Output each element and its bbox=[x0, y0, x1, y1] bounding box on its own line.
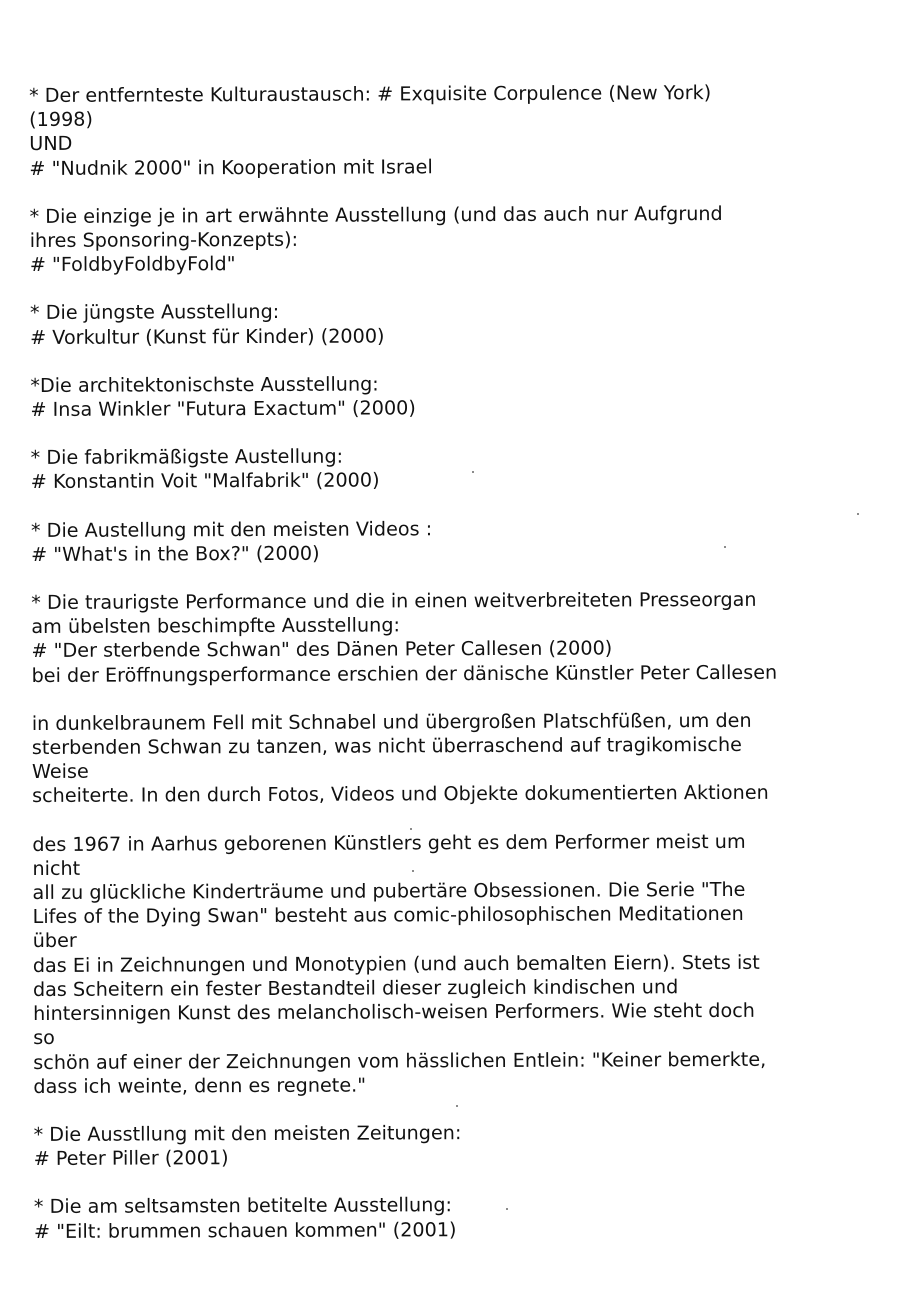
text-line: des 1967 in Aarhus geborenen Künstlers geht es dem Performer meist um bbox=[32, 829, 746, 856]
text-line: das Scheitern ein fester Bestandteil dieser zugleich kindischen und bbox=[32, 975, 679, 1001]
text-line: * Die Ausstllung mit den meisten Zeitungen: bbox=[33, 1121, 462, 1146]
text-line: # "Nudnik 2000" in Kooperation mit Israel bbox=[29, 154, 433, 180]
section-cultural-exchange bbox=[29, 80, 869, 180]
text-line: * Die fabrikmäßigste Austellung: bbox=[30, 444, 344, 470]
text-line: # Konstantin Voit "Malfabrik" (2000) bbox=[30, 468, 380, 494]
text-line: # Insa Winkler "Futura Exactum" (2000) bbox=[30, 396, 416, 422]
text-line: in dunkelbraunem Fell mit Schnabel und übergroßen Platschfüßen, um den bbox=[31, 708, 752, 735]
text-line: * Die Austellung mit den meisten Videos : bbox=[30, 516, 433, 542]
text-line: sterbenden Schwan zu tanzen, was nicht überraschend auf tragikomische bbox=[31, 732, 742, 760]
section-newspapers bbox=[34, 1119, 874, 1171]
text-line: Lifes of the Dying Swan" besteht aus comic-philosophischen Meditationen bbox=[32, 902, 744, 929]
text-line: bei der Eröffnungsperformance erschien der dänische Künstler Peter Callesen bbox=[31, 660, 778, 687]
scan-speck bbox=[456, 1105, 458, 1107]
scan-speck bbox=[412, 870, 414, 872]
text-line: am übelsten beschimpfte Ausstellung: bbox=[31, 613, 401, 639]
scan-speck bbox=[857, 513, 859, 515]
section-saddest-performance bbox=[31, 587, 873, 1099]
text-line: * Der entfernteste Kulturaustausch: # Exquisite Corpulence (New York) bbox=[29, 81, 712, 107]
text-line: # Peter Piller (2001) bbox=[33, 1146, 229, 1171]
text-line: UND bbox=[29, 132, 73, 156]
text-line: über bbox=[32, 929, 77, 953]
text-line: das Ei in Zeichnungen und Monotypien (und auch bemalten Eiern). Stets ist bbox=[32, 950, 760, 977]
text-line: * Die einzige je in art erwähnte Ausstellung (und das auch nur Aufgrund bbox=[29, 201, 723, 228]
text-line: Weise bbox=[31, 760, 89, 784]
text-line: nicht bbox=[32, 856, 81, 880]
text-line: schön auf einer der Zeichnungen vom hässlichen Entlein: "Keiner bemerkte, bbox=[33, 1047, 767, 1074]
section-factory bbox=[31, 443, 871, 495]
scan-speck bbox=[724, 546, 726, 548]
text-line: so bbox=[33, 1026, 55, 1050]
section-youngest bbox=[30, 298, 870, 350]
text-line: (1998) bbox=[29, 107, 94, 132]
text-line: ihres Sponsoring-Konzepts): bbox=[29, 227, 299, 253]
text-line: dass ich weinte, denn es regnete." bbox=[33, 1073, 367, 1098]
text-line: * Die jüngste Ausstellung: bbox=[29, 300, 280, 325]
scan-speck bbox=[472, 471, 474, 473]
section-videos bbox=[31, 515, 871, 567]
section-art-mention bbox=[30, 201, 870, 277]
section-strangest-title bbox=[34, 1192, 874, 1244]
text-line: # "What's in the Box?" (2000) bbox=[31, 541, 320, 566]
text-line: *Die architektonischste Ausstellung: bbox=[30, 372, 379, 397]
document-page bbox=[29, 80, 874, 1243]
text-line: * Die am seltsamsten betitelte Ausstellung: bbox=[33, 1193, 453, 1219]
text-line: scheiterte. In den durch Fotos, Videos und Objekte dokumentierten Aktionen bbox=[32, 781, 769, 808]
section-architectural bbox=[30, 370, 870, 422]
text-line: # "FoldbyFoldbyFold" bbox=[29, 252, 236, 277]
text-line: * Die traurigste Performance und die in einen weitverbreiteten Presseorgan bbox=[31, 587, 757, 615]
text-line: # "Der sterbende Schwan" des Dänen Peter Callesen (2000) bbox=[31, 636, 613, 663]
text-line: # Vorkultur (Kunst für Kinder) (2000) bbox=[30, 324, 385, 349]
scan-speck bbox=[506, 1208, 508, 1210]
text-line: # "Eilt: brummen schauen kommen" (2001) bbox=[33, 1217, 457, 1243]
text-line: hintersinnigen Kunst des melancholisch-weisen Performers. Wie steht doch bbox=[33, 998, 755, 1026]
text-line: all zu glückliche Kinderträume und pubertäre Obsessionen. Die Serie "The bbox=[32, 877, 746, 905]
scan-speck bbox=[410, 828, 412, 830]
